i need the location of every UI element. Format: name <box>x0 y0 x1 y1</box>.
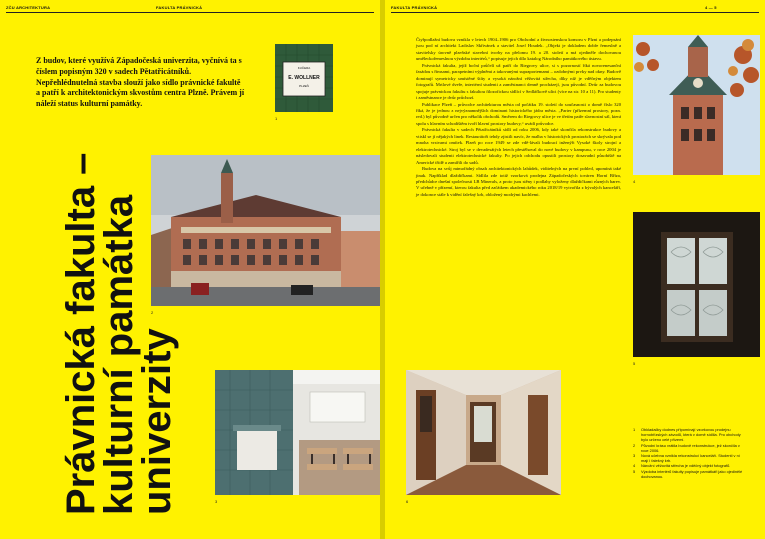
photo-number-1: 1 <box>275 116 278 121</box>
article-paragraph: Publikace Plzeň – průvodce architekturou města od počátku 19. století do současnosti o domě číslo 320 říká, že je jednou z nejvýznamnějších dominant historického jádra města. „Parter (přízemní prostory, pozn. red.) byl původně určen pro několik obchodů. Směrem do Riegrovy ulice je ve třetím patře slavnostní sál, která spolu s hlavním schodištěm tvoří hlavní prostory budovy,“ uvádí průvodce. <box>416 101 621 126</box>
photo-building <box>151 155 380 306</box>
article-paragraph: Právnická fakulta v sadech Pětatřicátníků sídlí od roku 2006, kdy také skončila rekonstrukce budovy a vtiskl se jí nějakých linek. Restaurátoři tehdy zjistili navíc, že malba v historických prostorách se skrývala pod mnoha vrstvami omítek. Plzeň po roce 1949 se zde vdě-lávali budoucí inženýři Vysoké školy strojní a elektrotechnické. Stroj byl se v devadesátých letech přestěhoval do nové budovy v kampusu, v roce 2004 je následovali studenti elektrotechnické fakulty. Po jejich odchodu opustili prostory dosavadní působiště na Americké třídě a zamířili do sadů. <box>416 127 621 165</box>
tile-line2: E. WOLLNER <box>288 75 320 81</box>
photo-number-5: 5 <box>633 361 636 366</box>
caption-item: 3 Nová učebna vznikla rekonstrukcí kanceláří. Studenti v ní mají i falešný krb. <box>633 453 740 464</box>
caption-item: 4 Nárožní věžovitá střecha je vděčný objekt fotografů. <box>633 463 731 469</box>
tile-line3: PLZEŇ <box>299 84 309 88</box>
article-body <box>416 37 621 198</box>
article-paragraph: Právnická fakulta, jejíž boční průčelí už patří do Riegrovy ulice, si s pozorností říká novorenesanční fasádou s římsami, parapetními výplněmi a takovanými supraportemami – ozdobnými prvky nad okny. Budově dominují symetricky umístěné štíty a vysoká nárožní věžovitá střecha, díky níž je vděčným objektem fotografů. Mrtlové dveře, interiérní studenti a zaměstnanci denně procházejí, jsou původní. Dvůr za budovou spojuje právnickou fakultu s fakultou filozofickou sídlící v Sedláčkově ulici (více na str. 10 a 11). Pro studenty i zaměstnance je dvůr průchozí. <box>416 62 621 101</box>
photo-number-3: 3 <box>215 499 218 504</box>
caption-item: 5 Výzdoba interiérů fakulty popisuje památkáři jako ojedinělé dochovanou. <box>633 468 743 479</box>
article-paragraph: Budova na svůj mimořádný obsah architektonických lahůdek, viditelných na první pohled, upomíná také jinak. Například dlaždičkami. Sídlila zde totiž vzorková prodejna Západočeských továren Horní Bříza, předchůdce dnešní společnosti LB Minerals, a proto jsou stěny i podlahy vyloženy dlaždičkami různých barev. V učebně v přízemí, kterou fakulta před začátkem akademického roku 2018/19 vytvořila z bývalých kanceláří, je dokonce stále k vidění falešný krb, obložený modrými kachlemi. <box>416 166 621 197</box>
caption-item: 1 Obkladačky dodnes připomínají vzorkovou prodejnu hornobřízských závodů, která v domě sídlila. Pro obchody bylo určeno celé přízemí. <box>633 427 741 443</box>
tile-line1: KUČERA <box>297 66 311 70</box>
photo-tile-sign <box>275 44 333 112</box>
running-title-right: FAKULTA PRÁVNICKÁ <box>391 5 438 10</box>
running-title-left: FAKULTA PRÁVNICKÁ <box>156 5 203 10</box>
photo-corridor <box>406 370 561 495</box>
intro-paragraph: Z budov, které využívá Západočeská univerzita, vyčnívá ta s číslem popisným 320 v sadech Pětatřicátníků. Nepřehlédnutelná stavba slouží jako sídlo právnické fakultě a patří k architektonickým skvostům centra Plzně. Právem jí náleží status kulturní památky. <box>36 56 245 109</box>
title-line-1: Právnická fakulta – <box>59 152 103 515</box>
page-numbers: 4 — 5 <box>705 5 717 10</box>
photo-number-4: 4 <box>633 179 636 184</box>
section-label: ZČU ARCHITEKTURA <box>6 5 51 10</box>
photo-number-6: 6 <box>406 499 409 504</box>
photo-window <box>633 212 760 357</box>
article-paragraph: Čtyřpodlažní budova vznikla v letech 1904–1906 pro Obchodní a živnostenskou komoru v Plzni a podepsání jsou pod ní architekt Ladislav Skřivánek a stavitel Josef Houdek. „Objekt je dokladem dobře řemeslně a stavitelsky úrovně plzeňské stavební tvorby na přelomu 19. a 20. století a má ojediněle dochovanou uměleckořemeslnou výzdobu interiérů,“ popisuje jejich dílo katalog Národního památkového ústavu. <box>416 37 621 62</box>
photo-captions <box>633 427 748 479</box>
left-page <box>0 0 380 539</box>
title-line-2: kulturní památka <box>97 194 141 515</box>
photo-classroom <box>215 370 380 495</box>
header-rule-left <box>6 12 374 13</box>
caption-item: 2 Původní krásu vrátila budově rekonstrukce, jež skončila v roce 2006. <box>633 442 740 453</box>
photo-number-2: 2 <box>151 310 154 315</box>
photo-tower <box>633 35 760 175</box>
title-line-3: univerzity <box>135 328 179 515</box>
header-rule-right <box>391 12 759 13</box>
